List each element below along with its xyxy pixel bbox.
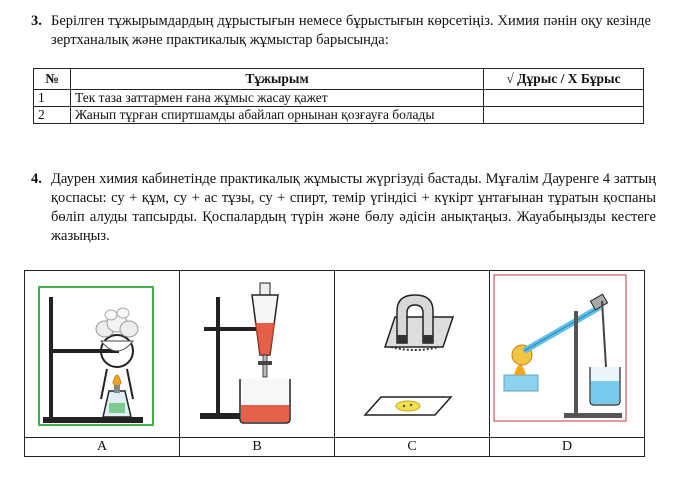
row-2-num: 2 [34, 107, 71, 124]
evaporation-apparatus-icon [25, 271, 179, 437]
question-4-text: Даурен химия кабинетінде практикалық жұмысты жүргізуді бастады. Мұғалім Дауренге 4 заттың қоспасы: су + құм, су + ас тұзы, су + спирт, темір үгіндісі + күкірт ұнтағынан тұратын қоспаны бөліп алуды тапсырды. Қоспалардың түрін және бөлу әдісін анықтаңыз. Жауабыңызды кестеге жазыңыз. [51, 171, 656, 244]
question-3 [31, 12, 651, 52]
statement-table-header [34, 69, 644, 90]
distillation-apparatus-icon [490, 271, 644, 437]
table-row [34, 107, 644, 124]
magnet-separation-icon [335, 271, 489, 437]
question-3-text: Берілген тұжырымдардың дұрыстығын немесе бұрыстығын көрсетіңіз. Химия пәнін оқу кезінде зертханалық және практикалық жұмыстар барысында: [51, 13, 651, 48]
apparatus-label-d: D [490, 438, 645, 457]
question-4 [31, 170, 656, 250]
header-num: № [34, 69, 71, 90]
separatory-funnel-icon [180, 271, 334, 437]
header-answer: √ Дұрыс / X Бұрыс [484, 69, 644, 90]
row-2-answer[interactable] [484, 107, 644, 124]
table-row [34, 90, 644, 107]
apparatus-label-b: B [180, 438, 335, 457]
header-statement: Тұжырым [71, 69, 484, 90]
apparatus-label-c: C [335, 438, 490, 457]
row-1-answer[interactable] [484, 90, 644, 107]
apparatus-cell-c [335, 271, 490, 438]
question-4-number: 4. [31, 171, 42, 187]
apparatus-table [24, 270, 645, 457]
row-2-statement: Жанып тұрған спиртшамды абайлап орнынан қозғауға болады [71, 107, 484, 124]
row-1-num: 1 [34, 90, 71, 107]
apparatus-cell-d [490, 271, 645, 438]
question-3-number: 3. [31, 13, 42, 29]
apparatus-cell-b [180, 271, 335, 438]
statement-table [33, 68, 644, 124]
apparatus-cell-a [25, 271, 180, 438]
row-1-statement: Тек таза заттармен ғана жұмыс жасау қажет [71, 90, 484, 107]
apparatus-label-a: A [25, 438, 180, 457]
